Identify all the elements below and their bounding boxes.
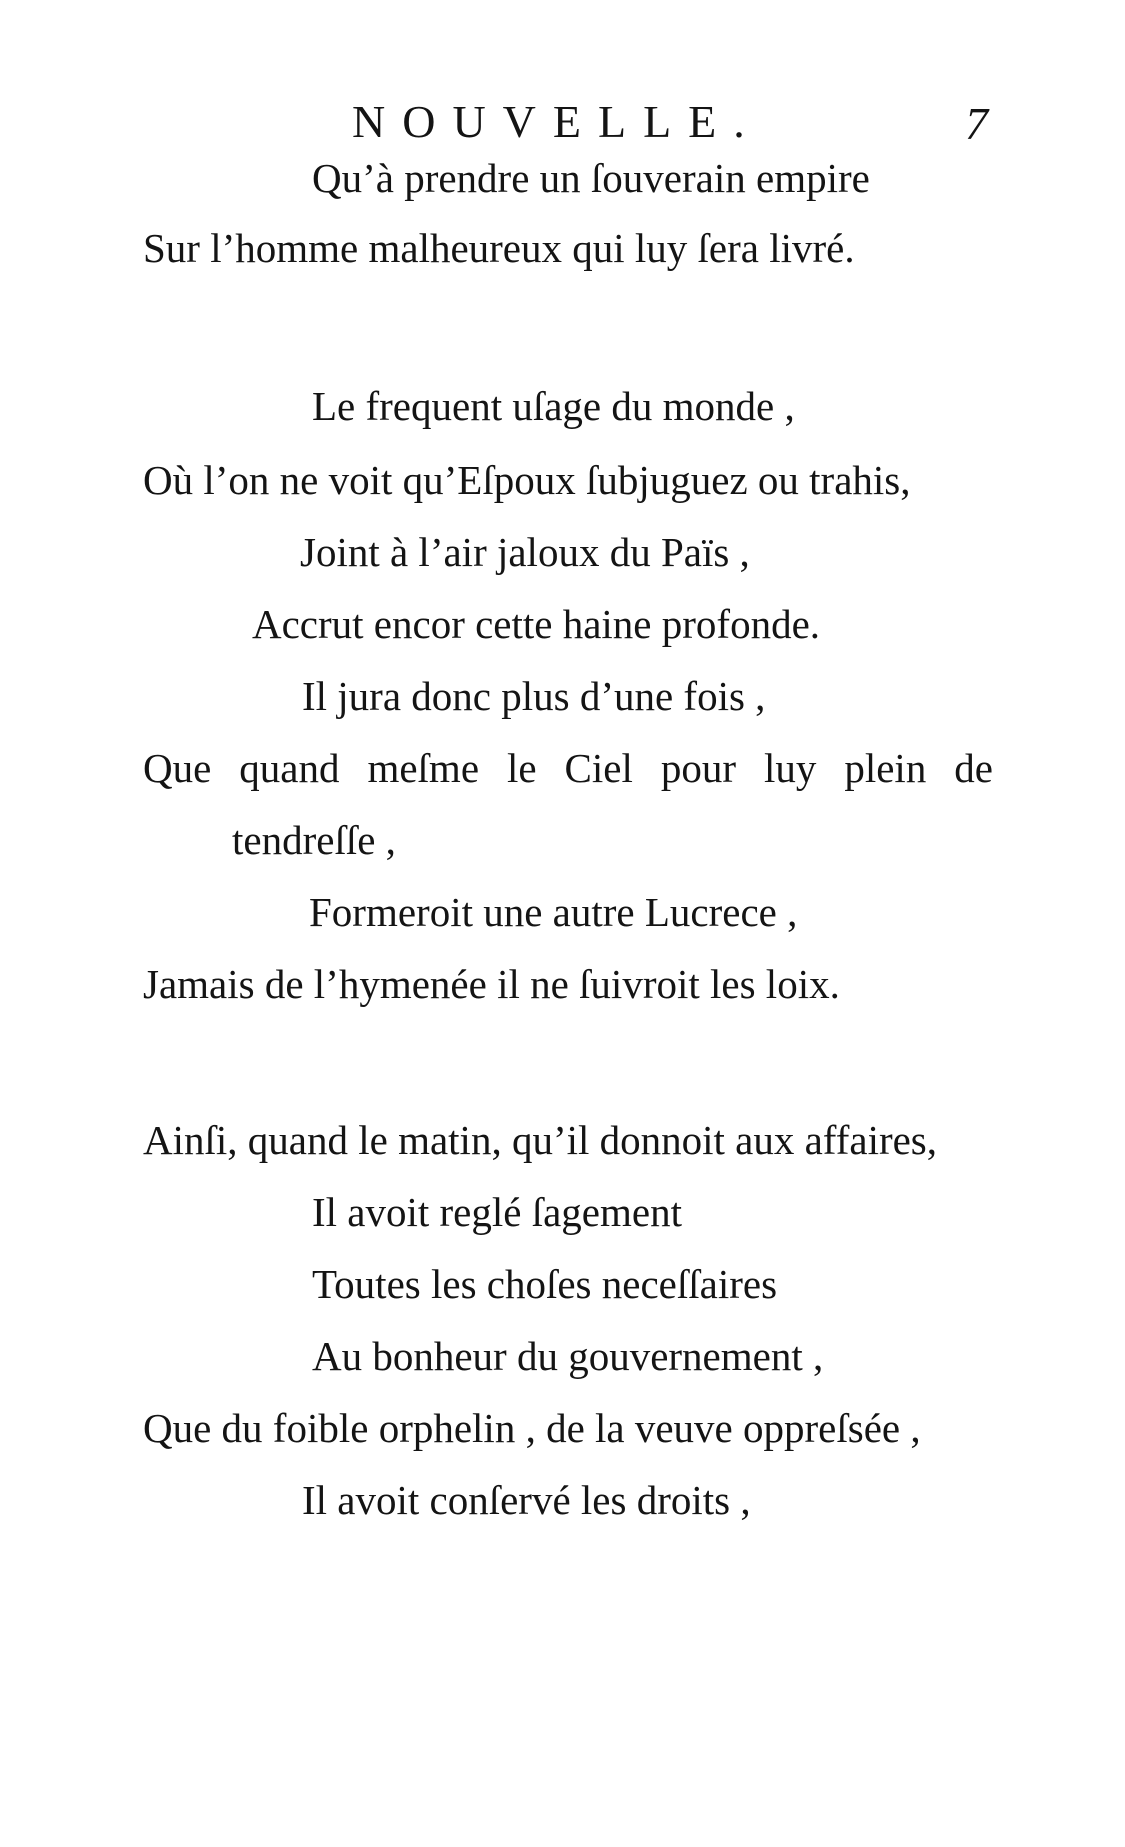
verse-line: Que quand meſme le Ciel pour luy plein de bbox=[143, 745, 993, 791]
verse-line: Toutes les choſes neceſſaires bbox=[312, 1261, 778, 1307]
verse-line: Joint à l’air jaloux du Païs , bbox=[300, 529, 750, 575]
verse-line: Ainſi, quand le matin, qu’il donnoit aux affaires, bbox=[143, 1117, 938, 1163]
verse-line: Il jura donc plus d’une fois , bbox=[302, 673, 766, 719]
verse-line: Accrut encor cette haine profonde. bbox=[252, 601, 821, 647]
verse-line-continuation: tendreſſe , bbox=[232, 817, 396, 863]
verse-line: Le frequent uſage du monde , bbox=[312, 383, 795, 429]
verse-line: Jamais de l’hymenée il ne ſuivroit les loix. bbox=[143, 961, 840, 1007]
verse-line: Sur l’homme malheureux qui luy ſera livré. bbox=[143, 225, 855, 271]
verse-line: Qu’à prendre un ſouverain empire bbox=[312, 155, 870, 201]
verse-line: Que du foible orphelin , de la veuve oppreſsée , bbox=[143, 1405, 921, 1451]
page-number: 7 bbox=[965, 98, 988, 149]
running-head bbox=[0, 92, 1125, 152]
verse-line: Où l’on ne voit qu’Eſpoux ſubjuguez ou trahis, bbox=[143, 457, 911, 503]
running-title: NOUVELLE. bbox=[352, 96, 762, 147]
verse-line: Au bonheur du gouvernement , bbox=[312, 1333, 824, 1379]
verse-line: Il avoit reglé ſagement bbox=[312, 1189, 682, 1235]
verse-line: Formeroit une autre Lucrece , bbox=[309, 889, 798, 935]
verse-line: Il avoit conſervé les droits , bbox=[302, 1477, 751, 1523]
